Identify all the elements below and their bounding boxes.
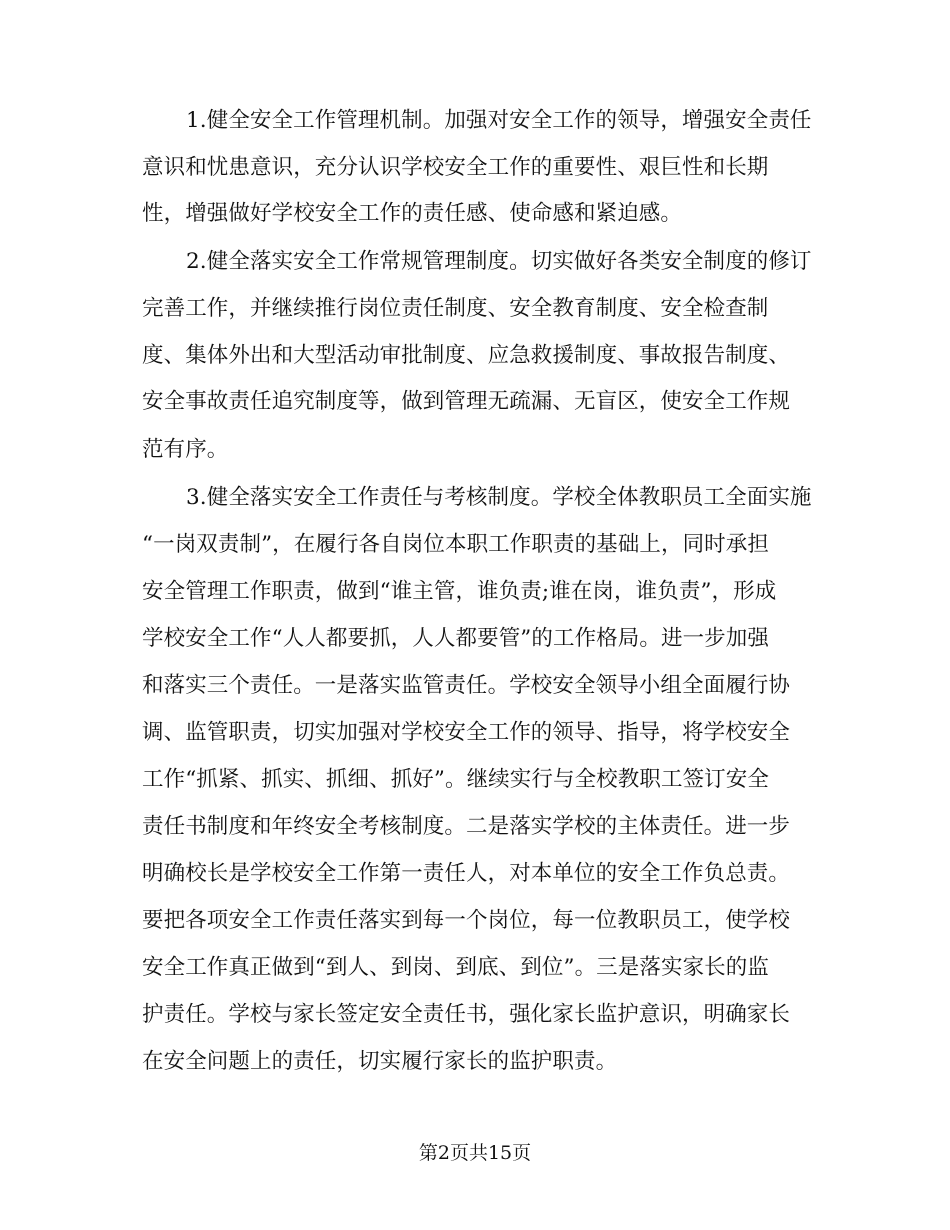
paragraph-line: 2.健全落实安全工作常规管理制度。切实做好各类安全制度的修订	[186, 249, 812, 274]
paragraph-line: 责任书制度和年终安全考核制度。二是落实学校的主体责任。进一步	[142, 814, 791, 839]
paragraph-line: 安全工作真正做到“到人、到岗、到底、到位”。三是落实家长的监	[142, 955, 769, 980]
paragraph-line: 1.健全安全工作管理机制。加强对安全工作的领导，增强安全责任	[186, 108, 812, 133]
paragraph-line: 安全管理工作职责，做到“谁主管，谁负责;谁在岗，谁负责”，形成	[142, 579, 777, 604]
paragraph-line: 要把各项安全工作责任落实到每一个岗位，每一位教职员工，使学校	[142, 908, 791, 933]
paragraph-line: 和落实三个责任。一是落实监管责任。学校安全领导小组全面履行协	[142, 673, 791, 698]
paragraph-line: 学校安全工作“人人都要抓，人人都要管”的工作格局。进一步加强	[142, 626, 769, 651]
paragraph-line: 性，增强做好学校安全工作的责任感、使命感和紧迫感。	[142, 201, 683, 226]
paragraph-line: 在安全问题上的责任，切实履行家长的监护职责。	[142, 1049, 618, 1074]
paragraph-line: 意识和忧患意识，充分认识学校安全工作的重要性、艰巨性和长期	[142, 155, 769, 180]
paragraph-line: 明确校长是学校安全工作第一责任人，对本单位的安全工作负总责。	[142, 861, 791, 886]
paragraph-line: 完善工作，并继续推行岗位责任制度、安全教育制度、安全检查制	[142, 296, 769, 321]
paragraph-line: 工作“抓紧、抓实、抓细、抓好”。继续实行与全校教职工签订安全	[142, 767, 769, 792]
paragraph-line: 3.健全落实安全工作责任与考核制度。学校全体教职员工全面实施	[186, 485, 812, 510]
page-number-footer: 第2页共15页	[418, 1142, 532, 1164]
paragraph-line: “一岗双责制”，在履行各自岗位本职工作职责的基础上，同时承担	[142, 532, 769, 557]
paragraph-line: 度、集体外出和大型活动审批制度、应急救援制度、事故报告制度、	[142, 343, 791, 368]
paragraph-line: 护责任。学校与家长签定安全责任书，强化家长监护意识，明确家长	[142, 1002, 791, 1027]
paragraph-line: 调、监管职责，切实加强对学校安全工作的领导、指导，将学校安全	[142, 720, 791, 745]
paragraph-line: 安全事故责任追究制度等，做到管理无疏漏、无盲区，使安全工作规	[142, 389, 791, 414]
paragraph-line: 范有序。	[142, 437, 229, 462]
